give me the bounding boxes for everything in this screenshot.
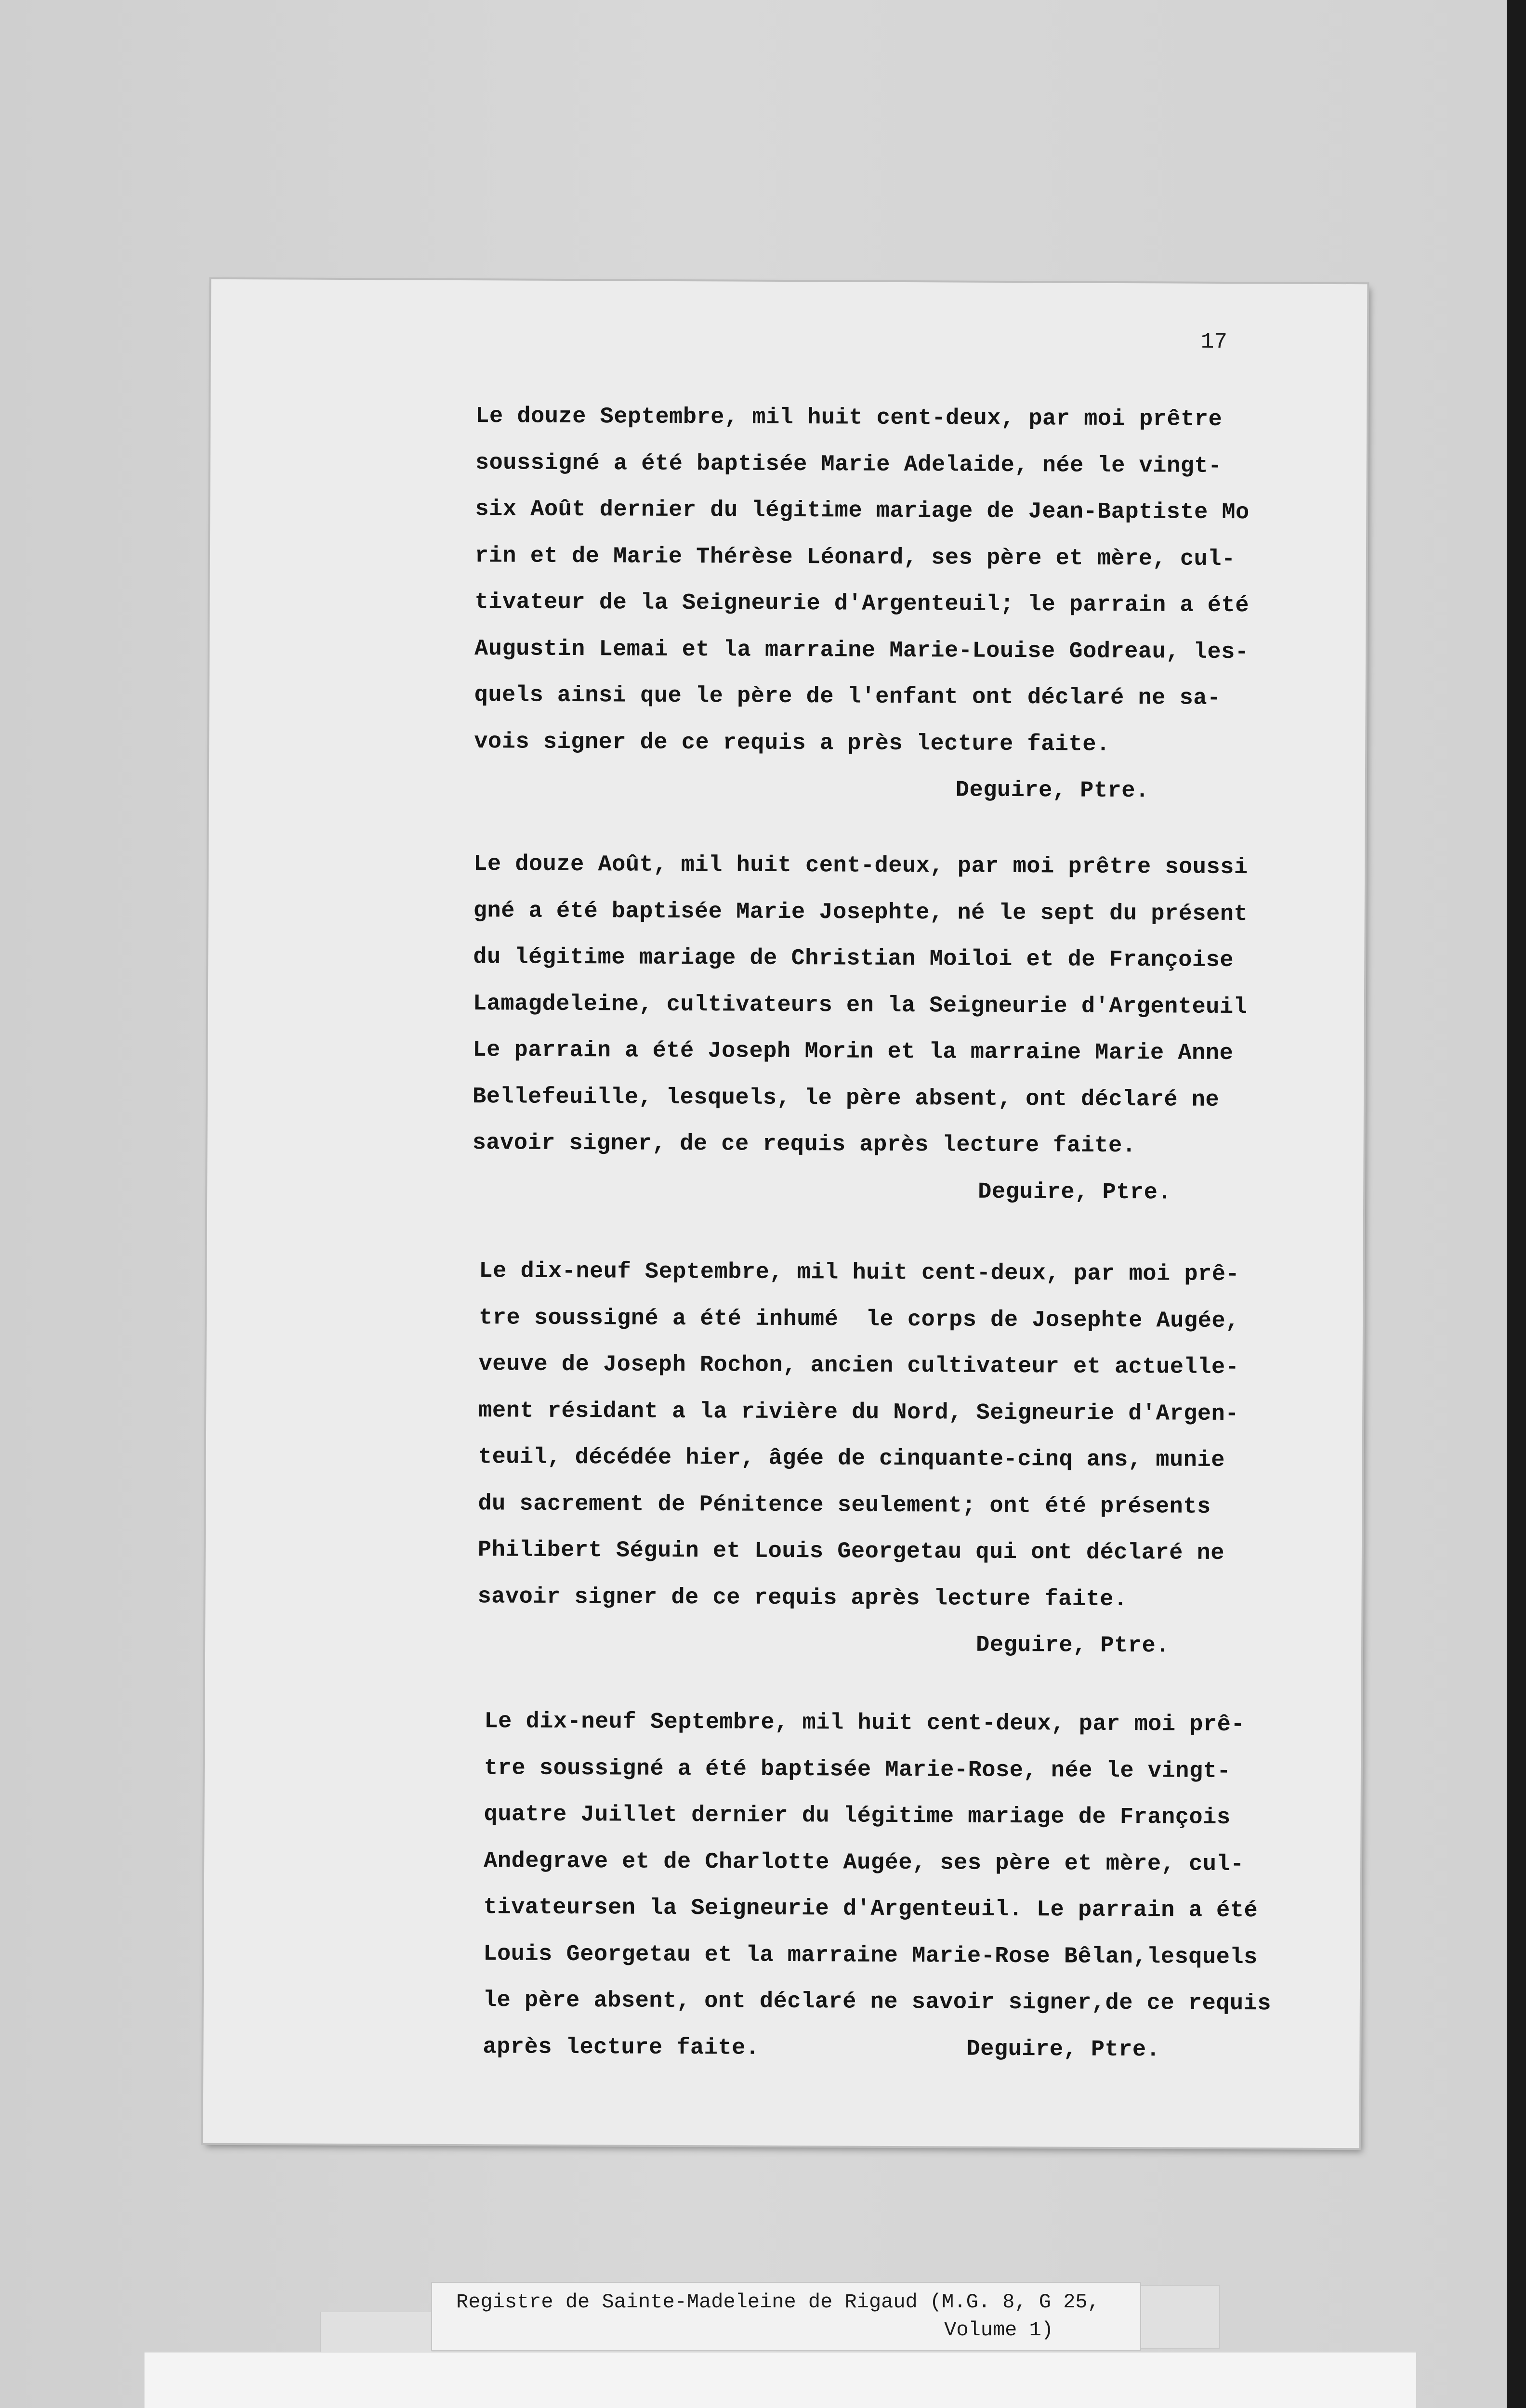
entry-line: teuil, décédée hier, âgée de cinquante-cinq ans, munie [478,1444,1225,1473]
entry-line: soussigné a été baptisée Marie Adelaide, née le vingt- [475,450,1222,479]
entry-line: Lamagdeleine, cultivateurs en la Seigneurie d'Argenteuil [473,991,1248,1020]
entry-signature: Deguire, Ptre. [955,777,1149,804]
register-entry-4 [483,1699,1332,2074]
entry-line: Le parrain a été Joseph Morin et la marraine Marie Anne [473,1037,1234,1067]
entry-line: Le dix-neuf Septembre, mil huit cent-deux, par moi prê- [479,1258,1240,1288]
catalog-reference-line-2: Volume 1) [944,2318,1053,2342]
entry-line: du légitime mariage de Christian Moiloi et de Françoise [473,944,1234,974]
entry-line: savoir signer de ce requis après lecture faite. [477,1584,1128,1612]
entry-signature: Deguire, Ptre. [975,1632,1170,1659]
entry-line: vois signer de ce requis a près lecture faite. [474,729,1110,758]
entry-line: gné a été baptisée Marie Josephte, né le sept du présent [473,898,1248,927]
entry-line: quatre Juillet dernier du légitime mariage de François [484,1802,1231,1831]
film-frame-edge [1507,0,1526,2408]
entry-final-line [483,2024,1330,2074]
entry-line: Bellefeuille, lesquels, le père absent, ont déclaré ne [472,1084,1220,1113]
entry-line: veuve de Joseph Rochon, ancien cultivateur et actuelle- [478,1351,1239,1381]
entry-line: rin et de Marie Thérèse Léonard, ses père et mère, cul- [474,543,1236,572]
entry-line: tre soussigné a été baptisée Marie-Rose, née le vingt- [484,1755,1231,1784]
register-entry-2 [472,841,1321,1217]
entry-line: tivateursen la Seigneurie d'Argenteuil. Le parrain a été [483,1895,1258,1924]
entry-line: savoir signer, de ce requis après lecture faite. [472,1130,1136,1159]
catalog-reference-label [431,2282,1141,2351]
entry-line: Louis Georgetau et la marraine Marie-Rose Bêlan,lesquels [483,1941,1258,1970]
entry-line: Andegrave et de Charlotte Augée, ses père et mère, cul- [484,1848,1244,1877]
entry-line: Le douze Août, mil huit cent-deux, par moi prêtre soussi [474,851,1248,881]
entry-line: Le dix-neuf Septembre, mil huit cent-deux, par moi prê- [484,1709,1245,1738]
entry-line: tre soussigné a été inhumé le corps de Josephte Augée, [478,1305,1239,1334]
register-entry-3 [477,1248,1327,1670]
entry-line: ment résidant a la rivière du Nord, Seigneurie d'Argen- [478,1398,1239,1427]
entry-line: après lecture faite. [483,2034,760,2061]
entry-line: le père absent, ont déclaré ne savoir signer,de ce requis [483,1988,1272,2017]
register-page [203,279,1368,2148]
entry-line: tivateur de la Seigneurie d'Argenteuil; le parrain a été [474,589,1250,619]
entry-line: six Août dernier du légitime mariage de Jean-Baptiste Mo [475,497,1250,526]
entry-line: du sacrement de Pénitence seulement; ont été présents [478,1491,1211,1520]
register-entry-1 [474,393,1324,815]
entry-line: Philibert Séguin et Louis Georgetau qui ont déclaré ne [477,1537,1225,1566]
catalog-reference-line-1: Registre de Sainte-Madeleine de Rigaud (M.G. 8, G 25, [456,2290,1100,2314]
entry-line: Augustin Lemai et la marraine Marie-Louise Godreau, les- [474,636,1249,665]
page-number: 17 [1200,329,1228,354]
entry-line: quels ainsi que le père de l'enfant ont déclaré ne sa- [474,682,1221,711]
entry-signature: Deguire, Ptre. [966,2036,1160,2063]
entry-signature: Deguire, Ptre. [978,1179,1172,1205]
archives-title-card [145,2353,1416,2408]
entry-line: Le douze Septembre, mil huit cent-deux, par moi prêtre [475,404,1223,432]
